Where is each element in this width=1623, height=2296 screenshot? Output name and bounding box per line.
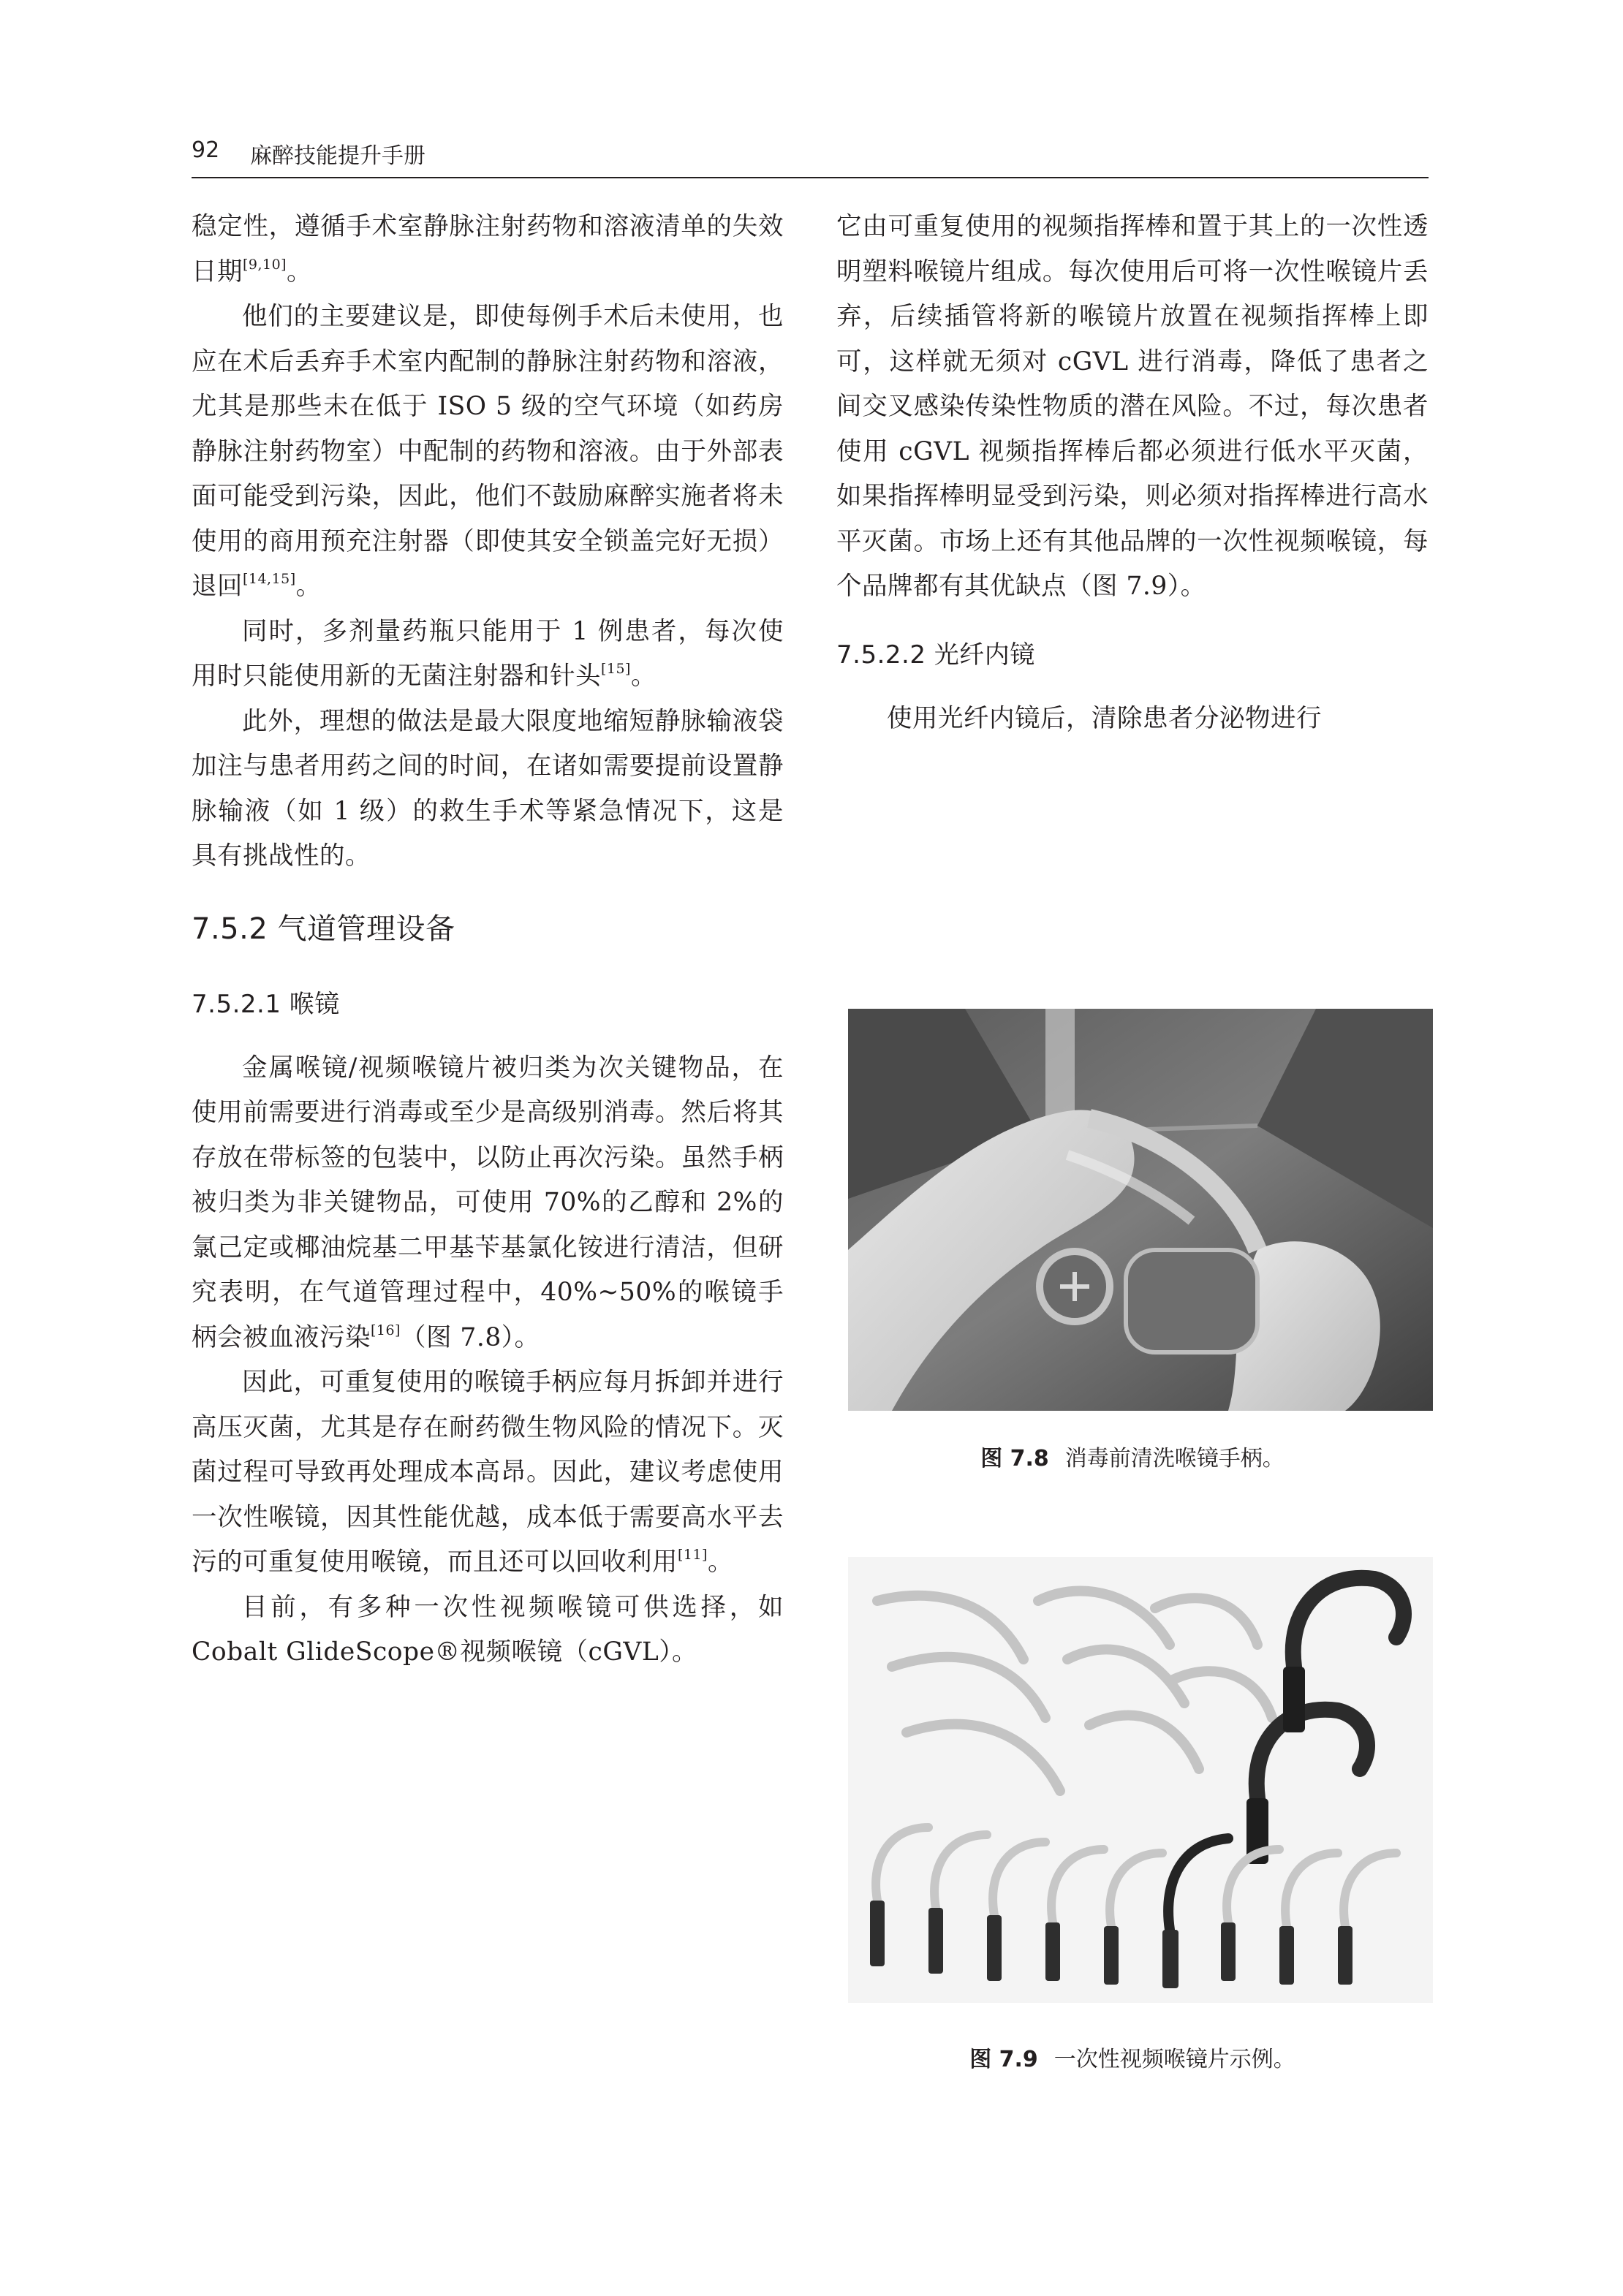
book-title: 麻醉技能提升手册 — [250, 143, 425, 169]
paragraph: 目前，有多种一次性视频喉镜可供选择，如 Cobalt GlideScope®视频喉镜（cGVL）。 — [192, 1592, 784, 1667]
figure-caption — [836, 1440, 1429, 1472]
citation: [11] — [678, 1546, 708, 1563]
paragraph: 使用光纤内镜后，清除患者分泌物进行 — [887, 703, 1322, 733]
figure-number: 图 7.8 — [980, 1446, 1049, 1471]
right-column — [836, 205, 1429, 741]
paragraph: 他们的主要建议是，即使每例手术后未使用，也应在术后丢弃手术室内配制的静脉注射药物和溶液，尤其是那些未在低于 ISO 5 级的空气环境（如药房静脉注射药物室）中配制的药物和溶液。由于外部表面可能受到污染，因此，他们不鼓励麻醉实施者将未使用的商用预充注射器（即使其安全锁盖完好无损）退回[14,15]。 — [192, 302, 784, 601]
citation: [15] — [601, 660, 631, 677]
running-header — [192, 130, 1429, 178]
subsection-heading: 7.5.2.2 光纤内镜 — [836, 640, 1035, 670]
page-number: 92 — [192, 137, 220, 163]
paragraph: 金属喉镜/视频喉镜片被归类为次关键物品，在使用前需要进行消毒或至少是高级别消毒。然后将其存放在带标签的包装中，以防止再次污染。虽然手柄被归类为非关键物品，可使用 70%的乙醇和 2%的氯己定或椰油烷基二甲基苄基氯化铵进行清洁，但研究表明，在气道管理过程中，40%~50%的喉镜手柄会被血液污染[16]（图 7.8）。 — [192, 1053, 784, 1352]
paragraph: 因此，可重复使用的喉镜手柄应每月拆卸并进行高压灭菌，尤其是存在耐药微生物风险的情况下。灭菌过程可导致再处理成本高昂。因此，建议考虑使用一次性喉镜，因其性能优越，成本低于需要高水平去污的可重复使用喉镜，而且还可以回收利用[11]。 — [192, 1368, 784, 1577]
citation: [16] — [371, 1322, 401, 1338]
figure-7-8-photo — [848, 1009, 1433, 1411]
figure-caption-text: 消毒前清洗喉镜手柄。 — [1064, 1446, 1285, 1471]
figure-caption — [836, 2041, 1429, 2073]
figure-number: 图 7.9 — [969, 2047, 1038, 2072]
left-column — [192, 205, 784, 1675]
figure-7-9-photo — [848, 1557, 1433, 2003]
figure-caption-text: 一次性视频喉镜片示例。 — [1053, 2047, 1295, 2072]
paragraph: 同时，多剂量药瓶只能用于 1 例患者，每次使用时只能使用新的无菌注射器和针头[15]。 — [192, 616, 784, 691]
citation: [14,15] — [243, 570, 296, 587]
paragraph: 稳定性，遵循手术室静脉注射药物和溶液清单的失效日期[9,10]。 — [192, 212, 784, 287]
subsection-heading: 7.5.2.1 喉镜 — [192, 989, 340, 1019]
section-heading: 7.5.2 气道管理设备 — [192, 912, 455, 946]
paragraph: 此外，理想的做法是最大限度地缩短静脉输液袋加注与患者用药之间的时间，在诸如需要提前设置静脉输液（如 1 级）的救生手术等紧急情况下，这是具有挑战性的。 — [192, 706, 784, 871]
paragraph: 它由可重复使用的视频指挥棒和置于其上的一次性透明塑料喉镜片组成。每次使用后可将一次性喉镜片丢弃，后续插管将新的喉镜片放置在视频指挥棒上即可，这样就无须对 cGVL 进行消毒，降低了患者之间交叉感染传染性物质的潜在风险。不过，每次患者使用 cGVL 视频指挥棒后都必须进行低水平灭菌，如果指挥棒明显受到污染，则必须对指挥棒进行高水平灭菌。市场上还有其他品牌的一次性视频喉镜，每个品牌都有其优缺点（图 7.9）。 — [836, 212, 1429, 601]
citation: [9,10] — [243, 256, 287, 273]
